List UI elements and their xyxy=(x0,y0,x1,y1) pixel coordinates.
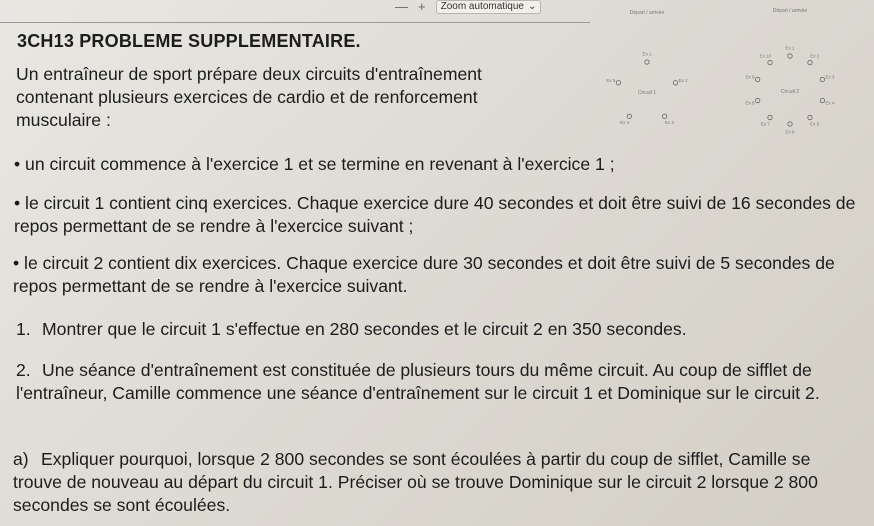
subquestion-a-text: Expliquer pourquoi, lorsque 2 800 secondes se sont écoulées à partir du coup de sifflet, Camille se trouve de nouveau au départ du circuit 1. Préciser où se trouve Dominique sur le circuit 2 lorsque 2 800 secondes se sont écoulées. xyxy=(13,449,818,515)
circuit-2-center-label: Circuit 2 xyxy=(780,89,800,95)
circuit-1-node-2 xyxy=(673,81,677,85)
circuit-2-node-8 xyxy=(755,98,759,102)
circuit-2-node-6 xyxy=(788,122,792,126)
circuit-2-node-5 xyxy=(808,115,812,119)
circuit-2-node-label-1: Ex 1 xyxy=(785,45,795,51)
intro-paragraph: Un entraîneur de sport prépare deux circuits d'entraînement contenant plusieurs exercices de cardio et de renforcement musculaire : xyxy=(16,64,482,130)
page-title: 3CH13 PROBLEME SUPPLEMENTAIRE. xyxy=(17,31,361,51)
circuit-2-node-1 xyxy=(788,54,792,58)
circuit-2-node-label-3: Ex 3 xyxy=(825,74,835,80)
circuit-2-node-9 xyxy=(755,77,759,81)
chevron-down-icon: ⌄ xyxy=(527,1,537,12)
circuit-1-center-label: Circuit 1 xyxy=(637,90,657,96)
circuit-1-node-label-2: Ex 2 xyxy=(678,77,688,83)
circuit-1-node-3 xyxy=(662,114,666,118)
circuit-2-caption: Départ / arrivée xyxy=(772,8,808,14)
zoom-out-button[interactable]: — xyxy=(395,0,408,14)
circuit-1-node-5 xyxy=(616,81,620,85)
circuit-2-node-4 xyxy=(820,98,824,102)
circuit-2-node-label-9: Ex 9 xyxy=(745,74,755,80)
zoom-in-button[interactable]: + xyxy=(418,0,426,14)
circuit-2-node-3 xyxy=(820,77,824,81)
question-1-text: Montrer que le circuit 1 s'effectue en 280 secondes et le circuit 2 en 350 secondes. xyxy=(42,319,687,339)
bullet-1: • un circuit commence à l'exercice 1 et se termine en revenant à l'exercice 1 ; xyxy=(14,154,615,174)
circuit-2-node-7 xyxy=(768,115,772,119)
zoom-value: Zoom automatique xyxy=(440,1,524,12)
circuit-1-node-1 xyxy=(645,60,649,64)
circuit-1-node-label-3: Ex 3 xyxy=(664,120,674,126)
circuit-1-diagram xyxy=(585,4,710,139)
question-1 xyxy=(16,318,866,341)
bullet-3: • le circuit 2 contient dix exercices. Chaque exercice dure 30 secondes et doit être suivi de 5 secondes de repos permettant de se rendre à l'exercice suivant. xyxy=(13,253,835,296)
circuit-2-node-10 xyxy=(768,60,772,64)
zoom-select[interactable] xyxy=(436,0,542,14)
question-1-number: 1. xyxy=(16,319,31,339)
circuit-2-diagram xyxy=(720,2,860,142)
circuit-2-node-label-10: Ex 10 xyxy=(759,53,772,59)
header-divider xyxy=(0,22,590,23)
circuit-1-node-label-4: Ex 4 xyxy=(620,120,630,126)
circuit-2-node-label-7: Ex 7 xyxy=(760,121,770,127)
subquestion-a-label: a) xyxy=(13,449,29,469)
circuit-1-node-label-5: Ex 5 xyxy=(606,77,616,83)
subquestion-a xyxy=(13,448,863,517)
circuit-2-node-label-2: Ex 2 xyxy=(810,53,820,59)
question-2-number: 2. xyxy=(16,360,31,380)
circuit-1-caption: Départ / arrivée xyxy=(629,10,665,16)
circuit-1-node-label-1: Ex 1 xyxy=(642,51,652,57)
circuit-2-node-2 xyxy=(808,60,812,64)
circuit-2-node-label-4: Ex 4 xyxy=(825,100,835,106)
circuit-2-node-label-6: Ex 6 xyxy=(785,129,795,135)
question-2 xyxy=(16,359,846,405)
circuit-2-node-label-8: Ex 8 xyxy=(745,100,755,106)
circuit-1-node-4 xyxy=(627,114,631,118)
question-2-text: Une séance d'entraînement est constituée de plusieurs tours du même circuit. Au coup de sifflet de l'entraîneur, Camille commence une séance d'entraînement sur le circuit 1 et Dominique sur le circuit 2. xyxy=(16,360,820,403)
circuit-2-node-label-5: Ex 5 xyxy=(810,121,820,127)
pdf-toolbar xyxy=(395,0,541,14)
bullet-2: • le circuit 1 contient cinq exercices. Chaque exercice dure 40 secondes et doit être suivi de 16 secondes de repos permettant de se rendre à l'exercice suivant ; xyxy=(14,193,856,236)
